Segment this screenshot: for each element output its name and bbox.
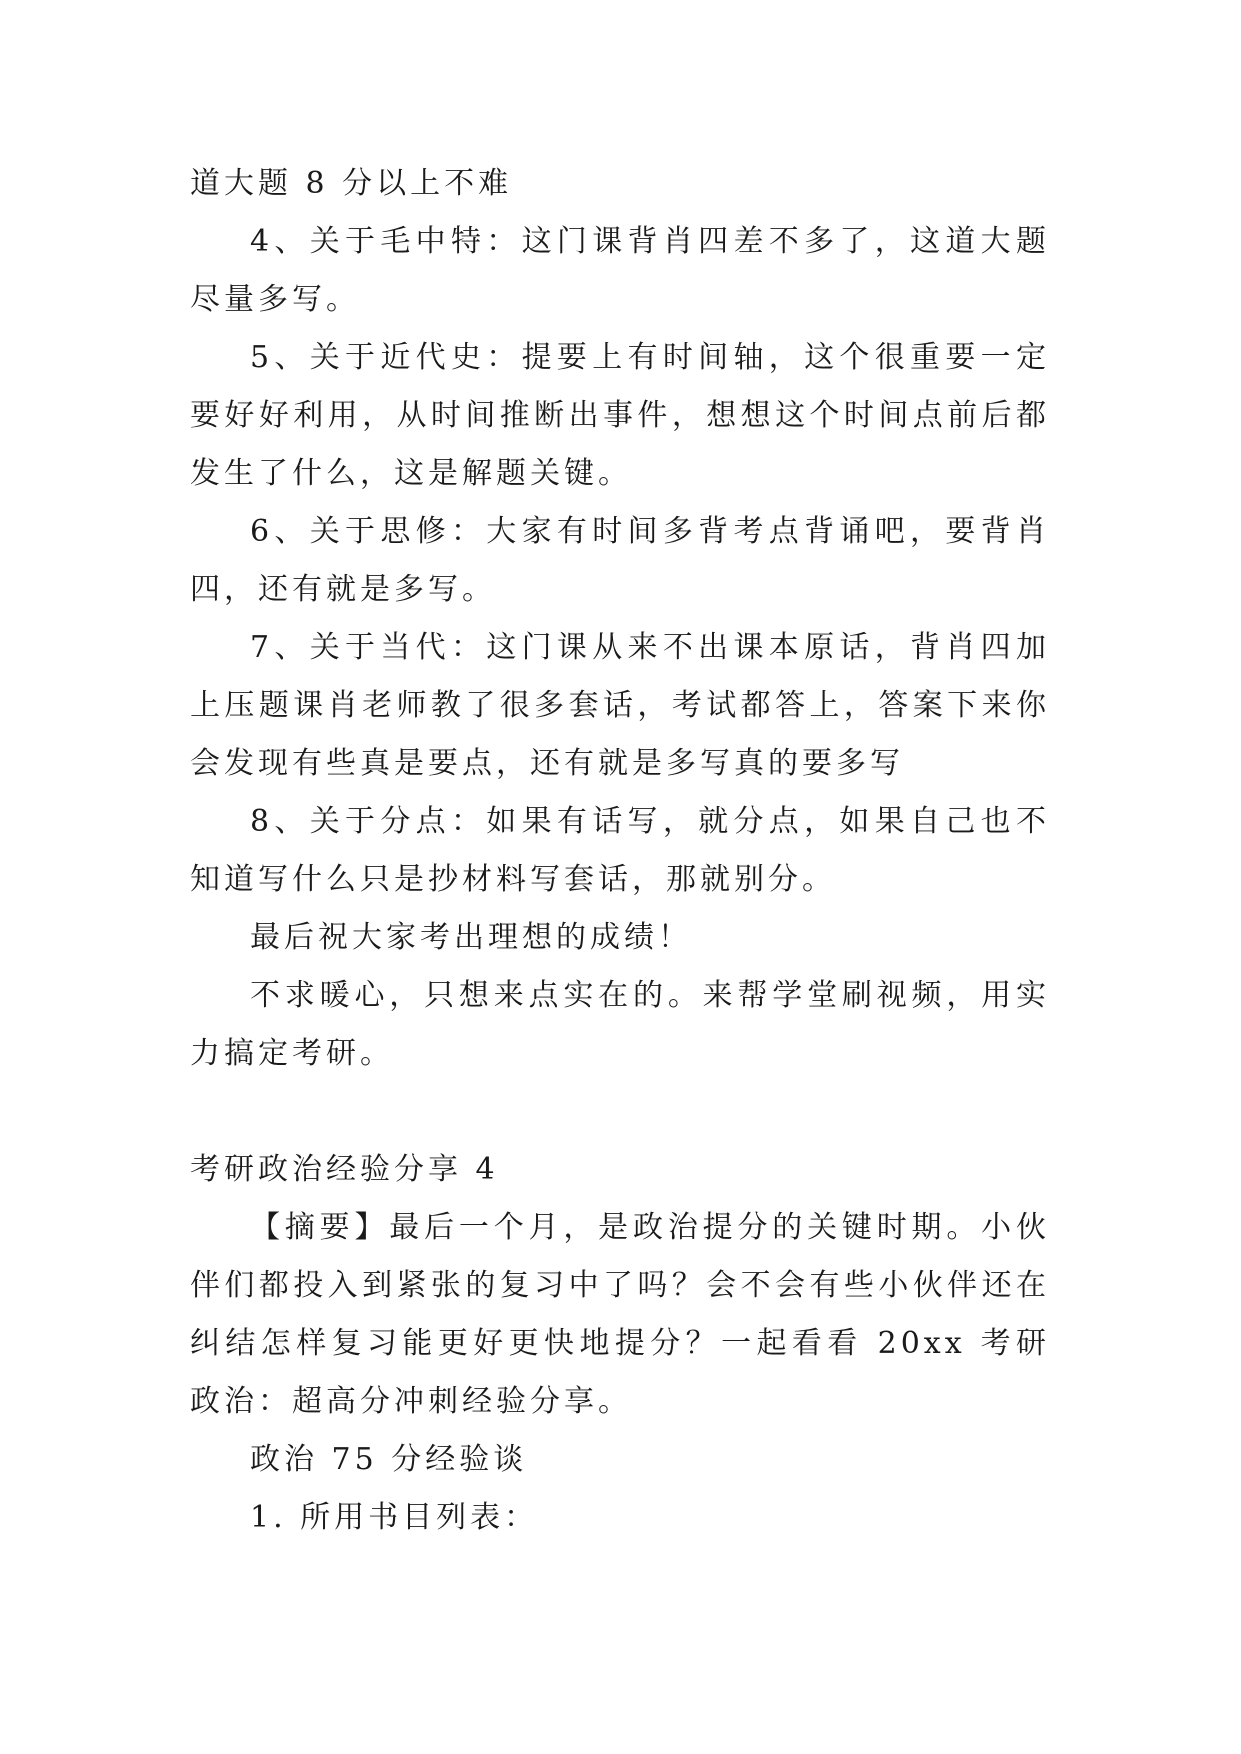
document-body xyxy=(190,155,1050,1547)
paragraph-current-affairs: 7、关于当代：这门课从来不出课本原话，背肖四加上压题课肖老师教了很多套话，考试都答上，答案下来你会发现有些真是要点，还有就是多写真的要多写 xyxy=(190,630,1050,781)
paragraph-subheading: 政治 75 分经验谈 xyxy=(250,1442,528,1477)
paragraph-book-list: 1. 所用书目列表： xyxy=(250,1500,539,1535)
paragraph-splitting-points: 8、关于分点：如果有话写，就分点，如果自己也不知道写什么只是抄材料写套话，那就别分。 xyxy=(190,804,1050,897)
paragraph-closing-remark: 不求暖心，只想来点实在的。来帮学堂刷视频，用实力搞定考研。 xyxy=(190,978,1050,1071)
paragraph-mao-zhong-te: 4、关于毛中特：这门课背肖四差不多了，这道大题尽量多写。 xyxy=(190,224,1050,317)
paragraph-modern-history: 5、关于近代史：提要上有时间轴，这个很重要一定要好好利用，从时间推断出事件，想想这个时间点前后都发生了什么，这是解题关键。 xyxy=(190,340,1050,491)
section-title: 考研政治经验分享 4 xyxy=(190,1152,499,1187)
paragraph-good-wishes: 最后祝大家考出理想的成绩！ xyxy=(250,920,692,955)
paragraph-abstract: 【摘要】最后一个月，是政治提分的关键时期。小伙伴们都投入到紧张的复习中了吗？会不会有些小伙伴还在纠结怎样复习能更好更快地提分？一起看看 20xx 考研政治：超高分冲刺经验分享。 xyxy=(190,1210,1050,1419)
paragraph-continuation: 道大题 8 分以上不难 xyxy=(190,166,513,201)
paragraph-si-xiu: 6、关于思修：大家有时间多背考点背诵吧，要背肖四，还有就是多写。 xyxy=(190,514,1050,607)
